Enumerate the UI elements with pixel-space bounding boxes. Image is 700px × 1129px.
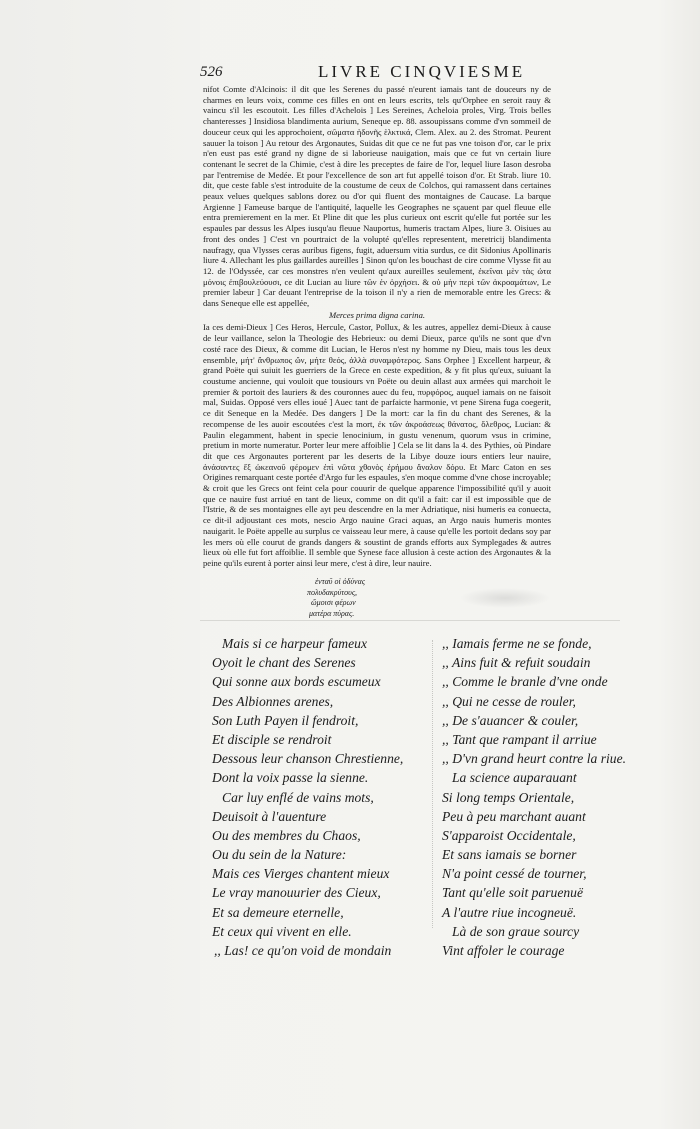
greek-verse bbox=[305, 577, 365, 619]
commentary-paragraph-1: nifot Comte d'Alcinois: il dit que les Serenes du passé n'eurent iamais tant de douceurs ny de charmes en leurs voix, comme ces filles en ont en leurs escrits, tels qu'Orphee en seroit rauy & vaincu s'il les escoutoit. Les filles d'Achelois ] Les Sereines, Acheloia proles, Virg. Trois belles chanteresses ] Insidiosa blandimenta aurium, Seneque ep. 88. assoupissans comme d'vn sommeil de douceur ceux qui les approchoient, σῶματα ἡδονῆς ἑλκτικά, Clem. Alex. au 2. des Stromat. Peurent sauuer la toison ] Au retour des Argonautes, Suidas dit que ce ne fut pas vne toison d'or, car le prix n'en eust pas esté grand ny digne de si laborieuse nauigation, mais que ce fut vn certain liure contenant le secret de la Chimie, c'est à dire les preceptes de faire de l'or, lequel liure Iason desroba par l'entremise de Medée. Et pour l'excellence de son art fut appellé toison d'or. Et Strab. liure 10. dit, que ceste fable s'est introduite de la coustume de ceux de Colchos, qui ramassent dans certaines peaux velues quelques sablons dorez ou d'or qui fluent des montaignes de Caucase. La barque Argienne ] Fameuse barque de l'antiquité, laquelle les Geographes ne sçauent par quel fleuue elle entra premierement en la mer. Et Pline dit que les plus curieux ont escrit qu'elle fut portée sur les espaules par dessus les Alpes iusqu'au fleuue Nauportus, humeris tractam Alpes, liure 3. Oisiues au front des ondes ] C'est vn pourtraict de la volupté qu'elles representent, meretricij blandimenta naufragy, qua Vlysses ceras auribus figens, fugit, aduersum vitia surdus, ce dit Sidonius Apollinaris liure 4. Allechant les plus gaillardes aureilles ] Sinon qu'on les bouchast de cire comme Vlysse fit au 12. de l'Odyssée, car ces monstres n'en veulent qu'aux aureilles seulement, ἐκεῖναι μὲν τὰς ὠτα μόνοις ἐπιβουλεύουσι, ce dit Lucian au liure τῶν ἐν ὀρχήσει. & οὐ μὴν περὶ τῶν ἀκροαμάτων, Le premier labeur ] Car deuant l'entreprise de la toison il n'y a rien de memorable entre les Grecs: & dans Seneque elle est appellée, bbox=[203, 84, 551, 309]
column-divider bbox=[432, 640, 433, 928]
poem-line: Dont la voix passe la sienne. bbox=[212, 770, 369, 786]
poem-line: Et sa demeure eternelle, bbox=[212, 904, 344, 920]
poem-line: ,, Comme le branle d'vne onde bbox=[442, 674, 608, 690]
greek-verse-line: ἐνταῦ οἱ ὀδύνας bbox=[315, 577, 366, 586]
poem-line: Mais si ce harpeur fameux bbox=[222, 636, 367, 651]
running-head bbox=[200, 62, 550, 86]
blank-margin bbox=[0, 0, 200, 1129]
poem-line: Ou du sein de la Nature: bbox=[212, 847, 347, 863]
poem-line: ,, Ains fuit & refuit soudain bbox=[442, 655, 591, 671]
poem-line: N'a point cessé de tourner, bbox=[442, 866, 587, 882]
poem-line: Son Luth Payen il fendroit, bbox=[212, 712, 359, 728]
poem-line: ,, Tant que rampant il arriue bbox=[442, 731, 597, 747]
ink-smudge bbox=[460, 588, 550, 608]
poem-line: Là de son graue sourcy bbox=[452, 923, 580, 939]
poem-line: Tant qu'elle soit paruenuë bbox=[442, 885, 583, 901]
poem-line: Ou des membres du Chaos, bbox=[212, 827, 361, 843]
poem-line: Et ceux qui vivent en elle. bbox=[212, 923, 352, 939]
poem-line: ,, D'vn grand heurt contre la riue. bbox=[442, 751, 627, 767]
poem-line: Des Albionnes arenes, bbox=[212, 693, 334, 709]
poem-line: Mais ces Vierges chantent mieux bbox=[212, 866, 390, 882]
poem-left-column bbox=[212, 634, 403, 960]
poem-line: Oyoit le chant des Serenes bbox=[212, 655, 356, 671]
page-number: 526 bbox=[200, 64, 223, 80]
latin-quote: Merces prima digna carina. bbox=[328, 309, 426, 320]
poem-line: Si long temps Orientale, bbox=[442, 789, 575, 805]
poem-line: Qui sonne aux bords escumeux bbox=[212, 674, 381, 690]
poem-line: Vint affoler le courage bbox=[442, 943, 565, 958]
poem-line: S'apparoist Occidentale, bbox=[442, 827, 576, 843]
poem-line: La science auparauant bbox=[452, 770, 577, 786]
poem-line: ,, De s'auancer & couler, bbox=[442, 712, 579, 728]
book-title: LIVRE CINQVIESME bbox=[318, 62, 526, 81]
poem-line: Deuisoit à l'auenture bbox=[212, 808, 327, 824]
greek-verse-line: ματέρα πύρας. bbox=[309, 608, 355, 618]
commentary-paragraph-2: Ia ces demi-Dieux ] Ces Heros, Hercule, Castor, Pollux, & les autres, appellez demi-Dieux à cause de leur vaillance, selon la Theologie des Hebrieux: ou demi Dieux, parce qu'ils ne sont que d'vn costé race des Dieux, & comme dit Lucian, le Heros n'est ny homme ny Dieu, mais tous les deux ensemble, μήτ' ἄνθρωπος ὤν, μήτε θεός, ἀλλὰ συναμφότερος. Sans Orphee ] Excellent harpeur, & grand Poëte qui suiuit les guerriers de la Grece en ceste expedition, & y fit plus qu'eux, suiuant la coustume ancienne, qui vouloit que tousiours vn Poëte ou deuin allast aux armées qui marchoit le premier & portoit des lauriers & des couronnes auec du feu, πυρφόρος, auquel iamais on ne faisoit mal, Suidas. Opposé vers elles ioué ] Auec tant de parfaicte harmonie, vt pene Sirena fuga coegerit, ce dit Seneque en la Medée. Des dangers ] De la mort: car la fin du chant des Serenes, & la recompense de les auoir escoutées c'est la mort, ἐκ τῶν ἀκροάσεως θάνατος, ὄλεθρος, Lucian: & Paulin elegamment, habent in specie lenocinium, in gustu venenum, quorum vsus in crimine, pretium in morte numeratur. Porter leur mere affoiblie ] Cela se lit dans la 4. des Pythies, où Pindare dit que ces Argonautes porterent par les deserts de la Libye douze iours entiers leur nauire, ἀνάσαντες ἔξ ὠκεανοῦ φέρομεν ἐπὶ νῶτα χθονὸς ἐρήμου ἄναλον δόρυ. Et Marc Caton en ses Origines remarquant ceste portée d'Argo fur les espaules, s'en moque comme d'vne chose incroyable; & croit que les Grecs ont feint cela pour couurir de quelque apparence l'impossibilité qu'il y auoit que ce nauire fust arriué en tant de lieux, comme on dit qu'il a fait: car il est impossible que de l'Istrie, & de ses montaignes elle ayt peu descendre en la mer Adriatique, nisi humeris ea conuecta, ce dit-il adjoustant ces mots, nescio Argo nauine Graci aquas, an Argo nauis humeris montes nauigarit. le Poëte appelle au surplus ce vaisseau leur mere, à cause qu'elle les portoit dedans soy par les mers où elle courut de grands dangers & soustint de grands efforts aux Symplegades & autres lieux où elle fut fort affoiblie. Il semble que Synese face allusion à ceste action des Argonautes & la peine qu'ils eurent à porter ainsi leur mere, c'est à dire, leur nauire. bbox=[203, 322, 551, 568]
section-rule bbox=[200, 620, 620, 621]
poem-line: Et sans iamais se borner bbox=[442, 847, 577, 863]
poem-line: Le vray manouurier des Cieux, bbox=[212, 885, 381, 901]
poem-line: Dessous leur chanson Chrestienne, bbox=[212, 751, 404, 767]
poem-line: ,, Las! ce qu'on void de mondain bbox=[214, 943, 392, 958]
greek-verse-line: πολυδακρύτους, bbox=[307, 587, 358, 597]
poem-line: Car luy enflé de vains mots, bbox=[222, 789, 374, 805]
poem-line: ,, Qui ne cesse de rouler, bbox=[442, 693, 576, 709]
greek-verse-line: ὤμοισι φέρων bbox=[311, 598, 356, 607]
poem-line: Et disciple se rendroit bbox=[212, 731, 332, 747]
poem-line: A l'autre riue incogneuë. bbox=[442, 904, 577, 920]
poem-line: ,, Iamais ferme ne se fonde, bbox=[442, 636, 592, 651]
poem-right-column bbox=[442, 634, 626, 960]
poem-line: Peu à peu marchant auant bbox=[442, 808, 586, 824]
commentary-block bbox=[203, 84, 551, 569]
